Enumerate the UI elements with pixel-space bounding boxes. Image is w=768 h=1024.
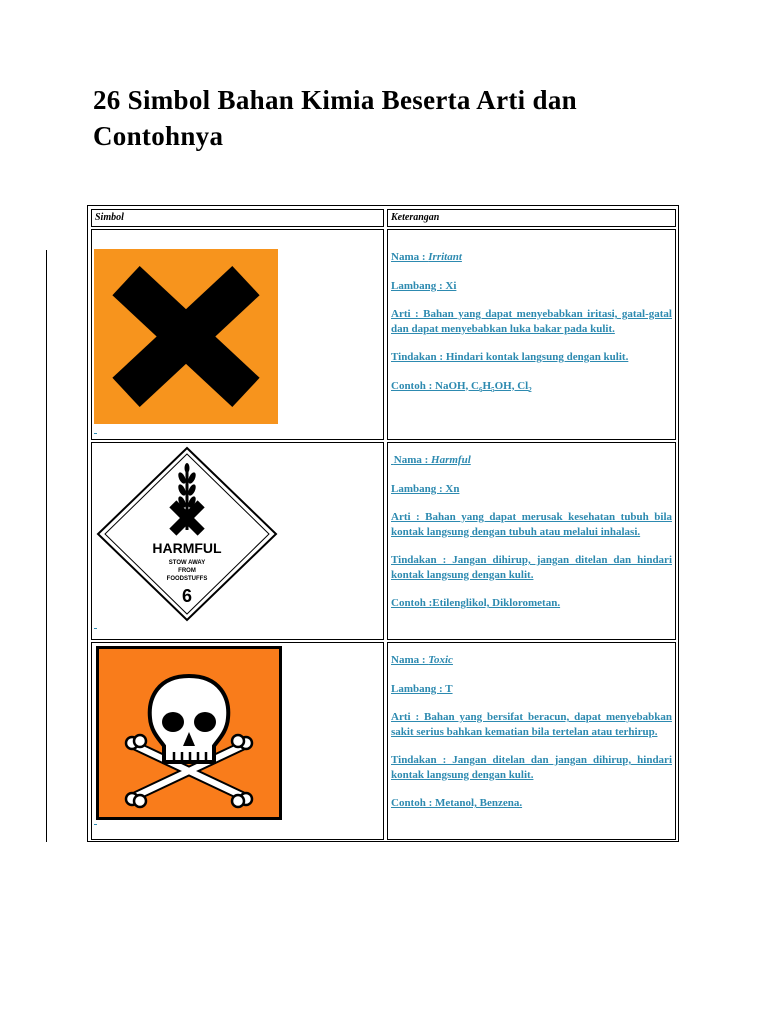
harmful-sign-title: HARMFUL xyxy=(152,540,222,556)
contoh-toxic[interactable]: Contoh : Metanol, Benzena. xyxy=(391,797,523,809)
lambang-harmful[interactable]: Lambang : Xn xyxy=(391,482,460,495)
tindakan-harmful[interactable]: Tindakan : Jangan dihirup, jangan ditelan dan hindari kontak langsung dengan kulit. xyxy=(391,554,672,581)
symbol-cell-harmful xyxy=(91,442,384,640)
tindakan-toxic[interactable]: Tindakan : Jangan ditelan dan jangan dihirup, hindari kontak langsung dengan kulit. xyxy=(391,754,672,781)
contoh-irritant[interactable]: Contoh : NaOH, $C_6H_5OH$, $Cl_2$ xyxy=(391,379,532,394)
nama-irritant[interactable]: Nama : Irritant xyxy=(391,251,462,263)
arti-toxic[interactable]: Arti : Bahan yang bersifat beracun, dapat menyebabkan sakit serius bahkan kematian bila tertelan atau terhirup. xyxy=(391,711,672,738)
nama-toxic[interactable]: Nama : Toxic xyxy=(391,654,453,666)
harmful-sign-line2: FROM xyxy=(178,568,196,574)
symbol-cell-toxic xyxy=(91,642,384,840)
toxic-skull-icon xyxy=(96,646,282,820)
harmful-sign-line1: STOW AWAY xyxy=(168,560,206,566)
image-caption-mark xyxy=(94,824,97,825)
harmful-diamond-icon xyxy=(96,446,278,622)
page-title: 26 Simbol Bahan Kimia Beserta Arti dan Contohnya xyxy=(93,85,577,151)
irritant-x-icon xyxy=(94,249,278,424)
page-side-rule xyxy=(46,250,47,842)
description-cell-irritant xyxy=(387,229,676,440)
lambang-toxic[interactable]: Lambang : T xyxy=(391,682,453,695)
header-symbol: Simbol xyxy=(91,209,384,227)
symbol-table xyxy=(87,205,679,842)
header-description: Keterangan xyxy=(387,209,676,227)
image-caption-mark xyxy=(94,628,97,629)
symbol-cell-irritant xyxy=(91,229,384,440)
harmful-sign-number: 6 xyxy=(181,586,193,606)
description-cell-harmful xyxy=(387,442,676,640)
image-caption-mark xyxy=(94,433,97,434)
harmful-sign-line3: FOODSTUFFS xyxy=(166,576,208,582)
arti-harmful[interactable]: Arti : Bahan yang dapat merusak kesehatan tubuh bila kontak langsung dengan tubuh atau melalui inhalasi. xyxy=(391,511,672,538)
contoh-harmful[interactable]: Contoh :Etilenglikol, Diklorometan. xyxy=(391,597,561,609)
lambang-irritant[interactable]: Lambang : Xi xyxy=(391,279,457,292)
nama-harmful[interactable]: Nama : Harmful xyxy=(393,454,471,466)
description-cell-toxic xyxy=(387,642,676,840)
tindakan-irritant[interactable]: Tindakan : Hindari kontak langsung dengan kulit. xyxy=(391,351,629,363)
arti-irritant[interactable]: Arti : Bahan yang dapat menyebabkan iritasi, gatal-gatal dan dapat menyebabkan luka bakar pada kulit. xyxy=(391,308,672,335)
